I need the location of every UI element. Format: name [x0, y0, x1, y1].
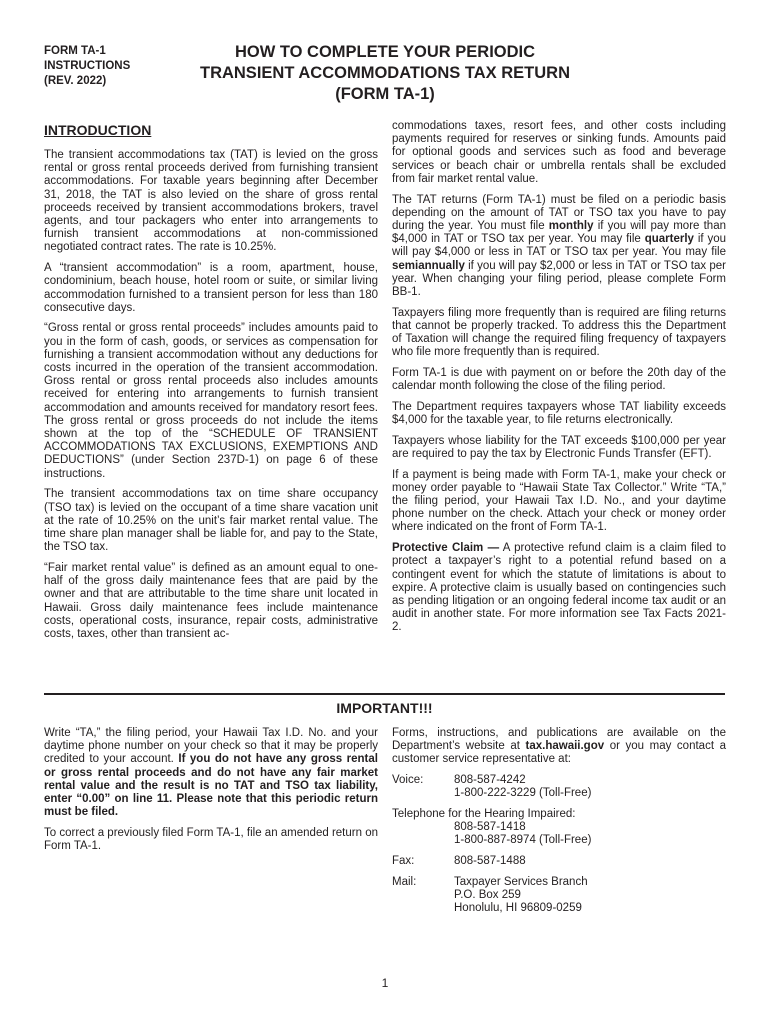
section-divider [44, 693, 725, 695]
voice-contact [392, 774, 726, 800]
website-link: tax.hawaii.gov [525, 740, 605, 753]
important-left-column [44, 727, 378, 861]
intro-paragraph-2: A “transient accommodation” is a room, apartment, house, condominium, beach house, hotel room or suite, or similar living accommodation furnished to a transient person for less than 180 consecutive days. [44, 262, 378, 314]
form-identifier [44, 44, 164, 89]
right-paragraph-4: Form TA-1 is due with payment on or before the 20th day of the calendar month following the close of the filing period. [392, 366, 726, 393]
zero-liability-note: If you do not have any gross rental or gross rental proceeds and do not have any fair market rental value and the result is no TAT and TSO tax liability, enter “0.00” on line 11. Please note that this periodic return must be filed. [44, 753, 378, 819]
contact-intro-paragraph [392, 727, 726, 767]
mail-line-2: P.O. Box 259 [454, 889, 521, 902]
fax-contact [392, 855, 726, 868]
text-run: if you will pay more than $4,000 in TAT or TSO tax per year. You may file [392, 219, 726, 246]
intro-paragraph-5: “Fair market rental value” is defined as an amount equal to one-half of the gross daily maintenance fees that are paid by the owner and that are attributable to the time share unit located in Hawaii. Gross daily maintenance fees include maintenance costs, operational costs, insurance, repair costs, administrative costs, taxes, other than transient ac- [44, 561, 378, 640]
mail-contact [392, 876, 726, 916]
text-run: Forms, instructions, and publications are available on the Department’s website at [392, 727, 726, 753]
right-paragraph-5: The Department requires taxpayers whose TAT liability exceeds $4,000 for the taxable year, to file returns electronically. [392, 400, 726, 427]
mail-label: Mail: [392, 875, 417, 888]
left-column [44, 121, 378, 649]
mail-line-1: Taxpayer Services Branch [454, 875, 588, 888]
hearing-impaired-contact [392, 808, 726, 848]
page-number: 1 [381, 976, 389, 990]
form-number: FORM TA-1 [44, 45, 106, 57]
text-run: A protective refund claim is a claim filed to protect a taxpayer’s right to a potential refund based on a contingent event for which the statute of limitations is about to expire. A protective claim is usually based on contingencies such as pending litigation or an ongoing federal income tax audit or an audit in another state. For more information see Tax Facts 2021-2. [392, 542, 726, 634]
semiannually-emphasis: semiannually [392, 259, 465, 272]
form-revision: (REV. 2022) [44, 75, 107, 87]
intro-paragraph-4: The transient accommodations tax on time share occupancy (TSO tax) is levied on the occupant of a time share vacation unit at the rate of 10.25% on the unit’s fair market rental value. The time share plan manager shall be liable for, and pay to the State, the TSO tax. [44, 488, 378, 554]
text-run: if you will pay $2,000 or less in TAT or TSO tax per year. When changing your filing period, please complete Form BB-1. [392, 259, 726, 298]
right-paragraph-3: Taxpayers filing more frequently than is required are filing returns that cannot be properly tracked. To address this the Department of Taxation will change the required filing frequency of taxpayers who file more frequently than is required. [392, 306, 726, 359]
intro-paragraph-3: “Gross rental or gross rental proceeds” includes amounts paid to you in the form of cash, goods, or services as compensation for furnishing a transient accommodation without any deductions for costs incurred in the operation of the transient accommodation. Gross rental or gross rental proceeds also includes amounts received for entering into arrangements to furnish transient accommodation and amounts received for mandatory resort fees. The gross rental or gross proceeds do not include the items shown at the top of the “SCHEDULE OF TRANSIENT ACCOMMODATIONS TAX EXCLUSIONS, EXEMPTIONS AND DEDUCTIONS” (under Section 237D-1) on page 6 of these instructions. [44, 322, 378, 480]
title-line-2: TRANSIENT ACCOMMODATIONS TAX RETURN [199, 64, 570, 82]
voice-label: Voice: [392, 774, 424, 787]
right-column [392, 120, 726, 642]
fax-label: Fax: [392, 855, 415, 868]
monthly-emphasis: monthly [548, 219, 594, 232]
text-run: Write “TA,” the filing period, your Hawaii Tax I.D. No. and your daytime phone number on your check so that it may be properly credited to your account. [44, 727, 378, 766]
important-heading: IMPORTANT!!! [336, 700, 433, 716]
quarterly-emphasis: quarterly [644, 233, 694, 246]
right-paragraph-1: commodations taxes, resort fees, and other costs including payments required for reserves or sinking funds. Amounts paid for optional goods and services such as food and beverage services or beach chair or umbrella rentals shall be excluded from fair market rental value. [392, 120, 726, 185]
hearing-label: Telephone for the Hearing Impaired: [392, 808, 576, 821]
text-run: if you will pay $4,000 or less in TAT or TSO tax per year. You may file [392, 233, 726, 259]
mail-line-3: Honolulu, HI 96809-0259 [454, 902, 582, 915]
protective-claim-label: Protective Claim — [392, 542, 500, 555]
important-left-paragraph-2: To correct a previously filed Form TA-1, file an amended return on Form TA-1. [44, 826, 378, 853]
text-run: or you may contact a customer service representative at: [392, 740, 726, 766]
title-line-3: (FORM TA-1) [335, 85, 435, 103]
right-paragraph-6: Taxpayers whose liability for the TAT exceeds $100,000 per year are required to pay the tax by Electronic Funds Transfer (EFT). [392, 434, 726, 460]
hearing-number: 808-587-1418 [454, 821, 526, 834]
introduction-heading: INTRODUCTION [44, 122, 152, 138]
important-left-paragraph-1 [44, 727, 378, 819]
text-run: The TAT returns (Form TA-1) must be filed on a periodic basis depending on the amount of TAT or TSO tax you have to pay during the year. You must file [392, 193, 726, 232]
filing-frequency-paragraph [392, 194, 726, 300]
voice-tollfree: 1-800-222-3229 (Toll-Free) [454, 787, 592, 800]
title-line-1: HOW TO COMPLETE YOUR PERIODIC [234, 43, 536, 61]
hearing-tollfree: 1-800-887-8974 (Toll-Free) [454, 834, 592, 847]
intro-paragraph-1: The transient accommodations tax (TAT) is levied on the gross rental or gross rental proceeds derived from furnishing transient accommodations. For taxable years beginning after December 31, 2018, the TAT is also levied on the share of gross rental proceeds received by transient accommodations brokers, travel agents, and tour packagers who enter into arrangements to furnish transient accommodations at non-commissioned negotiated contract rates. The rate is 10.25%. [44, 149, 378, 254]
protective-claim-paragraph [392, 542, 726, 634]
page-title [170, 42, 600, 105]
form-doc-type: INSTRUCTIONS [44, 60, 131, 72]
fax-number: 808-587-1488 [454, 855, 526, 868]
voice-number: 808-587-4242 [454, 774, 526, 787]
right-paragraph-7: If a payment is being made with Form TA-1, make your check or money order payable to “Hawaii State Tax Collector.” Write “TA,” the filing period, your Hawaii Tax I.D. No., and your daytime phone number on the check. Attach your check or money order where indicated on the front of Form TA-1. [392, 468, 726, 534]
important-right-column [392, 727, 726, 923]
